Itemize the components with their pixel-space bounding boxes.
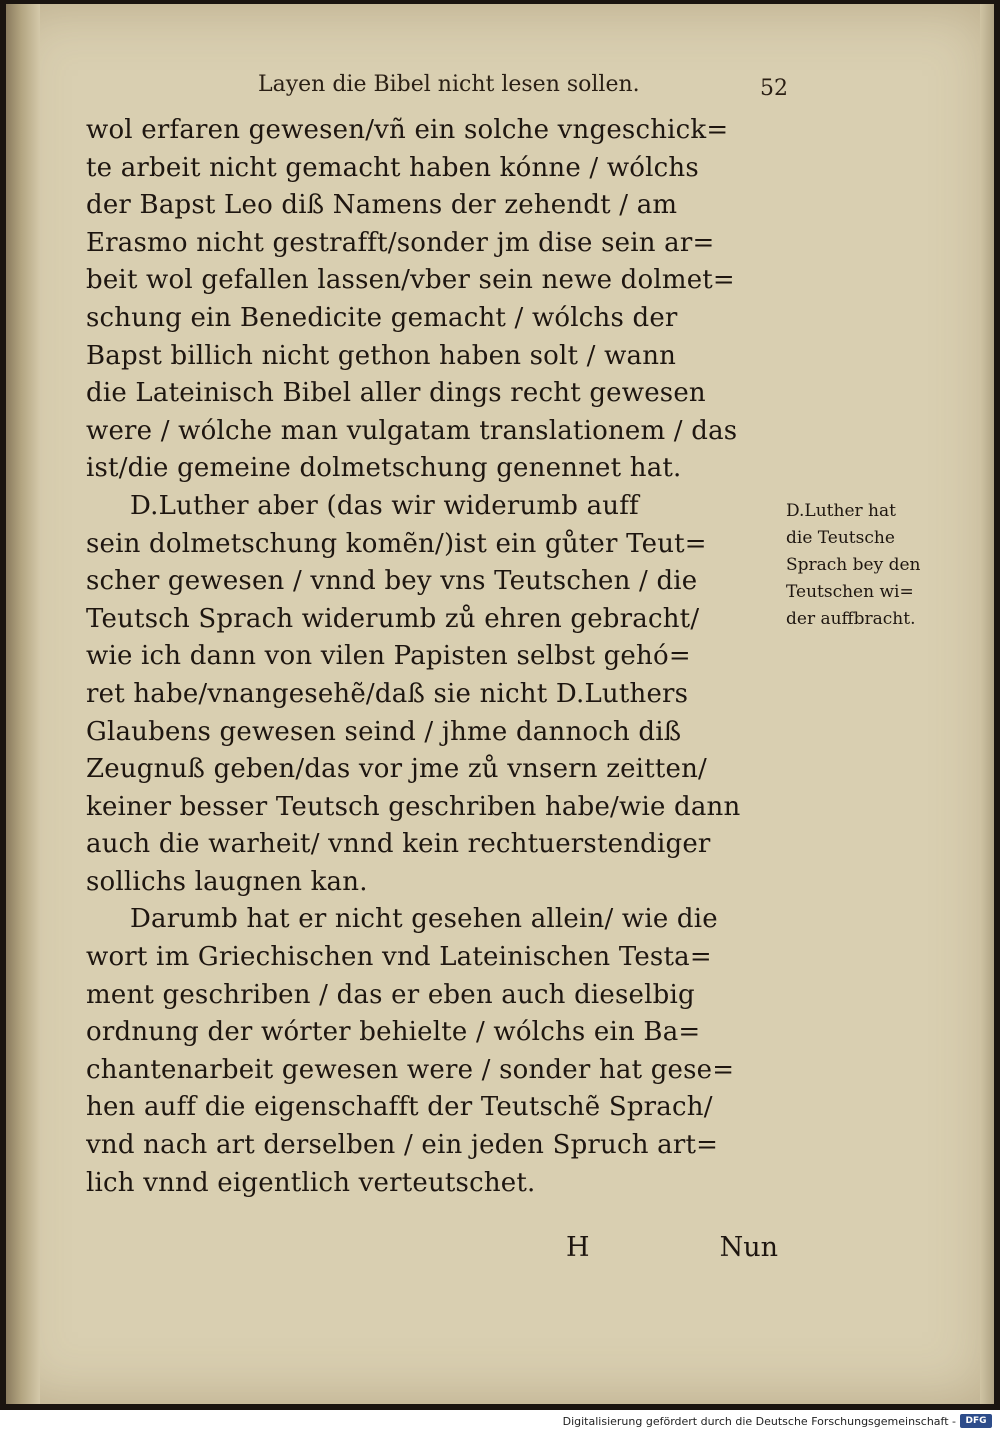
text-line: lich vnnd eigentlich verteutschet. xyxy=(86,1167,536,1198)
margin-note-line: die Teutsche xyxy=(786,528,895,548)
text-line: chantenarbeit gewesen were / sonder hat gese= xyxy=(86,1054,735,1085)
text-line: Glaubens gewesen seind / jhme dannoch diß xyxy=(86,716,682,747)
text-line: ist/die gemeine dolmetschung genennet hat. xyxy=(86,453,682,484)
text-line: Zeugnuß geben/das vor jme zů vnsern zeitten/ xyxy=(86,754,707,785)
catchword: Nun xyxy=(719,1232,778,1263)
margin-note xyxy=(786,498,956,633)
text-line: auch die warheit/ vnnd kein rechtuerstendiger xyxy=(86,829,711,860)
catchword-line xyxy=(560,1232,788,1272)
text-line: wol erfaren gewesen/vñ ein solche vngeschick= xyxy=(86,115,729,145)
text-line: die Lateinisch Bibel aller dings recht gewesen xyxy=(86,378,706,409)
running-title: Layen die Bibel nicht lesen sollen. xyxy=(258,72,640,97)
text-line: vnd nach art derselben / ein jeden Spruch art= xyxy=(86,1130,719,1161)
margin-note-line: der auffbracht. xyxy=(786,609,916,629)
text-line: ment geschriben / das er eben auch dieselbig xyxy=(86,979,695,1010)
text-line: beit wol gefallen lassen/vber sein newe dolmet= xyxy=(86,265,735,296)
text-line: sein dolmetschung komẽn/)ist ein gůter Teut= xyxy=(86,528,707,559)
text-line: wort im Griechischen vnd Lateinischen Testa= xyxy=(86,942,712,973)
page-header xyxy=(258,72,788,106)
margin-note-line: Sprach bey den xyxy=(786,555,921,575)
page-number: 52 xyxy=(760,76,788,101)
margin-note-line: D.Luther hat xyxy=(786,501,896,521)
text-line: scher gewesen / vnnd bey vns Teutschen / die xyxy=(86,566,698,597)
text-line: D.Luther aber (das wir widerumb auff xyxy=(130,490,639,521)
funding-credit: Digitalisierung gefördert durch die Deutsche Forschungsgemeinschaft - xyxy=(562,1415,956,1428)
text-line: sollichs laugnen kan. xyxy=(86,866,368,897)
text-line: der Bapst Leo diß Namens der zehendt / am xyxy=(86,190,678,221)
text-line: Erasmo nicht gestrafft/sonder jm dise sein ar= xyxy=(86,227,715,258)
page-spine-shadow xyxy=(6,4,40,1404)
text-line: Bapst billich nicht gethon haben solt / wann xyxy=(86,340,677,371)
text-line: Darumb hat er nicht gesehen allein/ wie die xyxy=(130,904,718,935)
text-line: schung ein Benedicite gemacht / wólchs der xyxy=(86,302,678,333)
text-line: te arbeit nicht gemacht haben kónne / wólchs xyxy=(86,152,699,183)
dfg-logo[interactable]: DFG xyxy=(960,1414,992,1428)
footer-bar xyxy=(0,1410,1000,1432)
text-line: keiner besser Teutsch geschriben habe/wie dann xyxy=(86,791,741,822)
text-line: ordnung der wórter behielte / wólchs ein Ba= xyxy=(86,1017,701,1048)
text-line: were / wólche man vulgatam translationem / das xyxy=(86,415,738,446)
text-line: Teutsch Sprach widerumb zů ehren gebracht/ xyxy=(86,603,700,634)
signature-mark: H xyxy=(566,1232,590,1263)
text-line: hen auff die eigenschafft der Teutschẽ Sprach/ xyxy=(86,1092,713,1123)
margin-note-line: Teutschen wi= xyxy=(786,582,914,602)
text-line: wie ich dann von vilen Papisten selbst gehó= xyxy=(86,641,691,672)
body-text xyxy=(86,112,788,1202)
text-line: ret habe/vnangesehẽ/daß sie nicht D.Luthers xyxy=(86,678,689,709)
page-edge xyxy=(980,4,994,1404)
